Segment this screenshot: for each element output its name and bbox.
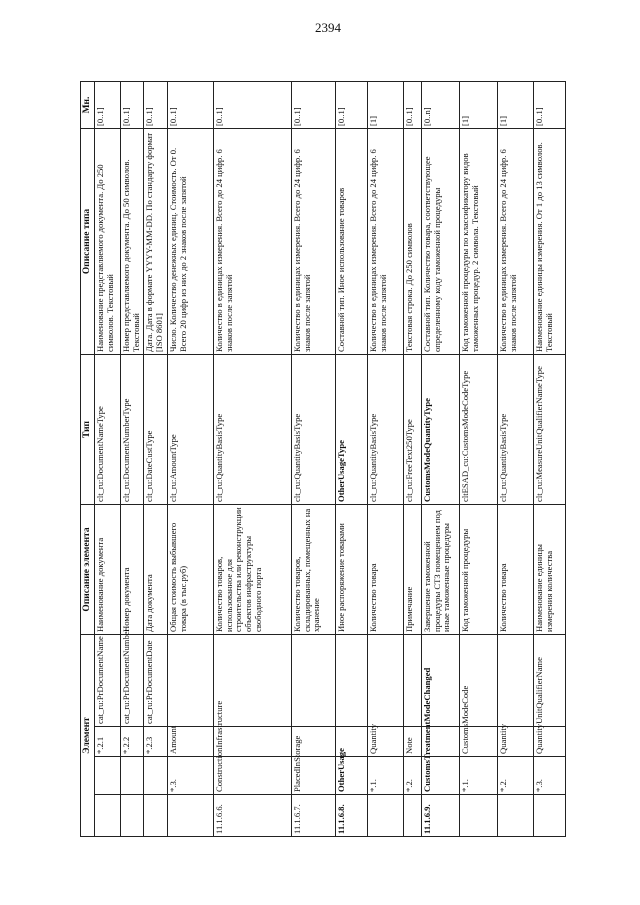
element-level1-cell: [403, 795, 421, 837]
element-level1-cell: [497, 795, 533, 837]
type-description-cell: Составной тип. Иное использование товаров: [335, 128, 367, 354]
element-level1-cell: [143, 795, 167, 837]
type-cell: clt_ru:AmountType: [167, 354, 213, 504]
multiplicity-cell: [1]: [497, 81, 533, 128]
element-level3-cell: Note: [403, 727, 421, 757]
type-cell: OtherUsageType: [335, 354, 367, 504]
table-row: [291, 81, 335, 836]
type-cell: clt_ru:DocumentNameType: [94, 354, 120, 504]
element-description-cell: Наименование документа: [94, 504, 120, 634]
element-level4-cell: cat_ru:PrDocumentName: [94, 634, 120, 726]
element-level2-cell: *.1.: [367, 757, 403, 795]
element-level3-cell: *.2.2: [120, 727, 143, 757]
type-cell: clt_ru:DateCustType: [143, 354, 167, 504]
type-description-cell: Количество в единицах измерения. Всего до 24 цифр. 6 знаков после запятой: [213, 128, 291, 354]
element-level3-cell: *.2.1: [94, 727, 120, 757]
table-row: [533, 81, 565, 836]
multiplicity-cell: [0..1]: [120, 81, 143, 128]
element-level1-cell: 11.1.6.6.: [213, 795, 291, 837]
element-level4-cell: [291, 634, 335, 726]
element-level2-cell: ConstructionInfrastructure: [213, 757, 291, 795]
table-row: [143, 81, 167, 836]
element-level2-cell: [94, 757, 120, 795]
element-description-cell: Общая стоимость выбывшего товара (в тыс.руб): [167, 504, 213, 634]
type-cell: CustomsModeQuantityType: [421, 354, 459, 504]
type-description-cell: Число. Количество денежных единиц. Стоимость. От 0. Всего 20 цифр из них до 2 знаков после запятой: [167, 128, 213, 354]
element-level2-cell: *.3.: [533, 757, 565, 795]
type-cell: clt_ru:QuantityBasisType: [497, 354, 533, 504]
element-description-cell: Иное распоряжение товарами: [335, 504, 367, 634]
element-description-cell: Код таможенной процедуры: [459, 504, 497, 634]
element-description-cell: Примечание: [403, 504, 421, 634]
element-level1-cell: [120, 795, 143, 837]
type-description-cell: Наименование представляемого документа. До 250 символов. Текстовый: [94, 128, 120, 354]
multiplicity-cell: [0..1]: [335, 81, 367, 128]
table-row: [459, 81, 497, 836]
element-level2-cell: [143, 757, 167, 795]
type-description-cell: Составной тип. Количество товара, соответствующее определенному коду таможенной процедуры: [421, 128, 459, 354]
element-description-cell: Количество товаров, складированных, помещенных на хранение: [291, 504, 335, 634]
element-level2-cell: PlacedInStorage: [291, 757, 335, 795]
table-row: [167, 81, 213, 836]
type-description-cell: Текстовая строка. До 250 символов: [403, 128, 421, 354]
multiplicity-cell: [1]: [459, 81, 497, 128]
element-level3-cell: Amount: [167, 727, 213, 757]
element-level1-cell: [367, 795, 403, 837]
element-level3-cell: CustomsModeCode: [459, 727, 497, 757]
type-description-cell: Наименование единицы измерения. От 1 до 13 символов. Текстовый: [533, 128, 565, 354]
header-element: Элемент: [81, 634, 95, 836]
header-multiplicity: Мн.: [81, 81, 95, 128]
multiplicity-cell: [1]: [367, 81, 403, 128]
page-number: 2394: [315, 20, 341, 35]
element-level2-cell: *.2.: [403, 757, 421, 795]
element-description-cell: Количество товаров, использованное для строительства или реконструкции объектов инфраструктуры свободного порта: [213, 504, 291, 634]
element-level2-cell: [120, 757, 143, 795]
header-type: Тип: [81, 354, 95, 504]
element-level2-cell: *.3.: [167, 757, 213, 795]
multiplicity-cell: [0..1]: [533, 81, 565, 128]
table-row: [120, 81, 143, 836]
element-description-cell: Количество товара: [367, 504, 403, 634]
header-description: Описание элемента: [81, 504, 95, 634]
element-level1-cell: [167, 795, 213, 837]
type-description-cell: Дата. Дата в формате YYYY-MM-DD. По стандарту формат [ISO 8601]: [143, 128, 167, 354]
element-level2-cell: *.2.: [497, 757, 533, 795]
type-cell: clt_ru:QuantityBasisType: [367, 354, 403, 504]
type-description-cell: Количество в единицах измерения. Всего до 24 цифр. 6 знаков после запятой: [367, 128, 403, 354]
element-level4-cell: cat_ru:PrDocumentNumber: [120, 634, 143, 726]
element-level3-cell: *.2.3: [143, 727, 167, 757]
table-row: [213, 81, 291, 836]
header-type-description: Описание типа: [81, 128, 95, 354]
multiplicity-cell: [0..1]: [291, 81, 335, 128]
element-level4-cell: cat_ru:PrDocumentDate: [143, 634, 167, 726]
element-level1-cell: [94, 795, 120, 837]
type-cell: clt_ru:MeasureUnitQualifierNameType: [533, 354, 565, 504]
type-cell: clt_ru:QuantityBasisType: [291, 354, 335, 504]
element-level1-cell: [459, 795, 497, 837]
type-description-cell: Код таможенной процедуры по классификатору видов таможенных процедур. 2 символа. Текстовый: [459, 128, 497, 354]
multiplicity-cell: [0..n]: [421, 81, 459, 128]
element-description-cell: Завершение таможенной процедуры СТЗ помещением под иные таможенные процедуры: [421, 504, 459, 634]
multiplicity-cell: [0..1]: [403, 81, 421, 128]
element-level1-cell: 11.1.6.8.: [335, 795, 367, 837]
element-level3-cell: [213, 727, 291, 757]
element-level4-cell: [403, 634, 421, 726]
table-row: [367, 81, 403, 836]
table-row: [497, 81, 533, 836]
element-level4-cell: [167, 634, 213, 726]
type-cell: clt_ru:QuantityBasisType: [213, 354, 291, 504]
element-description-cell: Количество товара: [497, 504, 533, 634]
table-header-row: [81, 81, 95, 836]
table-row: [421, 81, 459, 836]
element-level4-cell: [497, 634, 533, 726]
element-description-cell: Наименование единицы измерения количества: [533, 504, 565, 634]
type-description-cell: Количество в единицах измерения. Всего до 24 цифр. 6 знаков после запятой: [497, 128, 533, 354]
element-level3-cell: Quantity: [497, 727, 533, 757]
multiplicity-cell: [0..1]: [213, 81, 291, 128]
type-cell: cltESAD_cu:CustomsModeCodeType: [459, 354, 497, 504]
multiplicity-cell: [0..1]: [94, 81, 120, 128]
element-level3-cell: Quantity: [367, 727, 403, 757]
multiplicity-cell: [0..1]: [143, 81, 167, 128]
element-level1-cell: [533, 795, 565, 837]
element-level4-cell: [367, 634, 403, 726]
element-level1-cell: 11.1.6.9.: [421, 795, 459, 837]
type-cell: clt_ru:DocumentNumberType: [120, 354, 143, 504]
element-level4-cell: [213, 634, 291, 726]
type-cell: clt_ru:FreeText250Type: [403, 354, 421, 504]
type-description-cell: Номер представляемого документа. До 50 символов. Текстовый: [120, 128, 143, 354]
multiplicity-cell: [0..1]: [167, 81, 213, 128]
element-level2-cell: OtherUsage: [335, 757, 367, 795]
table-row: [403, 81, 421, 836]
element-description-cell: Дата документа: [143, 504, 167, 634]
element-level3-cell: QuantityUnitQualifierName: [533, 727, 565, 757]
table-body: [94, 81, 565, 836]
schema-table: [80, 81, 566, 837]
element-level4-cell: [335, 634, 367, 726]
element-level2-cell: *.1.: [459, 757, 497, 795]
rotated-table-container: [80, 82, 565, 837]
table-row: [94, 81, 120, 836]
element-level1-cell: 11.1.6.7.: [291, 795, 335, 837]
element-description-cell: Номер документа: [120, 504, 143, 634]
type-description-cell: Количество в единицах измерения. Всего до 24 цифр. 6 знаков после запятой: [291, 128, 335, 354]
table-row: [335, 81, 367, 836]
element-level2-cell: CustomsTreatmentModeChanged: [421, 757, 459, 795]
